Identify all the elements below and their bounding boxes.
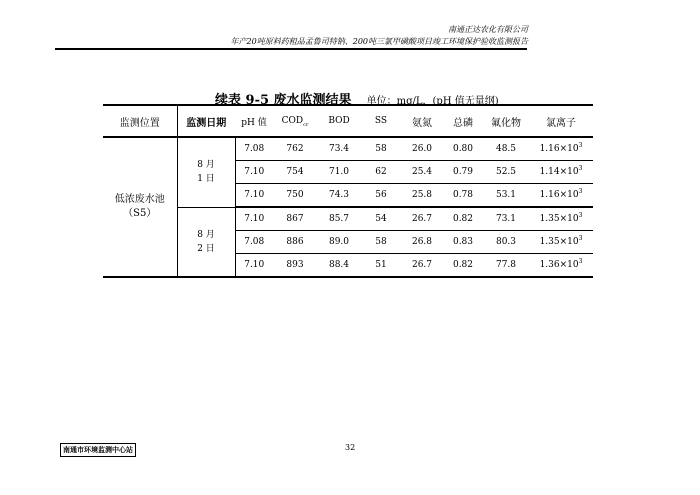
cell-ph: 7.10 bbox=[235, 207, 273, 231]
cell-ss: 54 bbox=[361, 207, 401, 231]
cell-cod: 762 bbox=[273, 137, 317, 161]
cell-chloride bbox=[529, 207, 593, 231]
cell-fluoride: 77.8 bbox=[483, 254, 529, 278]
chloride-base: 1.16×10 bbox=[539, 144, 579, 154]
date-month: 8 月 bbox=[197, 229, 215, 240]
table-unit: 单位：mg/L，(pH 值无量纲) bbox=[366, 96, 499, 107]
cell-tp: 0.82 bbox=[443, 254, 483, 278]
chloride-base: 1.14×10 bbox=[539, 167, 579, 177]
cell-ph: 7.08 bbox=[235, 231, 273, 254]
cell-ph: 7.10 bbox=[235, 161, 273, 184]
cell-tp: 0.82 bbox=[443, 207, 483, 231]
cell-fluoride: 48.5 bbox=[483, 137, 529, 161]
cell-ss: 58 bbox=[361, 137, 401, 161]
col-header-ammonia: 氨氮 bbox=[401, 105, 443, 137]
cell-cod: 886 bbox=[273, 231, 317, 254]
cell-fluoride: 53.1 bbox=[483, 184, 529, 208]
col-header-ss: SS bbox=[361, 105, 401, 137]
cell-cod: 867 bbox=[273, 207, 317, 231]
cell-ph: 7.10 bbox=[235, 254, 273, 278]
cell-tp: 0.78 bbox=[443, 184, 483, 208]
col-header-location: 监测位置 bbox=[103, 105, 177, 137]
cell-tp: 0.79 bbox=[443, 161, 483, 184]
chloride-exponent: 3 bbox=[578, 142, 583, 149]
cod-subscript: cr bbox=[303, 121, 309, 128]
cell-fluoride: 73.1 bbox=[483, 207, 529, 231]
date-day: 1 日 bbox=[197, 174, 215, 185]
chloride-exponent: 3 bbox=[578, 165, 583, 172]
col-header-cod bbox=[273, 105, 317, 137]
header-company: 南通正达农化有限公司 bbox=[448, 25, 528, 34]
location-cell bbox=[103, 137, 177, 277]
chloride-exponent: 3 bbox=[578, 258, 583, 265]
cell-bod: 85.7 bbox=[317, 207, 361, 231]
chloride-base: 1.35×10 bbox=[539, 214, 579, 224]
cell-bod: 73.4 bbox=[317, 137, 361, 161]
cell-bod: 74.3 bbox=[317, 184, 361, 208]
cod-label: COD bbox=[281, 116, 304, 126]
cell-ammonia: 26.7 bbox=[401, 254, 443, 278]
cell-ph: 7.08 bbox=[235, 137, 273, 161]
date-day: 2 日 bbox=[197, 243, 215, 254]
cell-ss: 58 bbox=[361, 231, 401, 254]
cell-bod: 88.4 bbox=[317, 254, 361, 278]
cell-ammonia: 26.7 bbox=[401, 207, 443, 231]
footer-organization: 南通市环境监测中心站 bbox=[60, 443, 136, 457]
cell-chloride bbox=[529, 184, 593, 208]
cell-ammonia: 26.8 bbox=[401, 231, 443, 254]
chloride-exponent: 3 bbox=[578, 235, 583, 242]
date-cell-day1 bbox=[177, 137, 235, 207]
cell-fluoride: 80.3 bbox=[483, 231, 529, 254]
location-name: 低浓废水池 bbox=[114, 194, 165, 205]
page-number: 32 bbox=[345, 443, 356, 452]
chloride-exponent: 3 bbox=[578, 212, 583, 219]
date-cell-day2 bbox=[177, 207, 235, 277]
cell-ammonia: 25.4 bbox=[401, 161, 443, 184]
cell-cod: 750 bbox=[273, 184, 317, 208]
cell-bod: 89.0 bbox=[317, 231, 361, 254]
chloride-base: 1.16×10 bbox=[539, 190, 579, 200]
col-header-bod: BOD bbox=[317, 105, 361, 137]
cell-ammonia: 26.0 bbox=[401, 137, 443, 161]
col-header-fluoride: 氟化物 bbox=[483, 105, 529, 137]
wastewater-results-table bbox=[103, 104, 593, 278]
cell-chloride bbox=[529, 254, 593, 278]
cell-chloride bbox=[529, 231, 593, 254]
col-header-date: 监测日期 bbox=[177, 105, 235, 137]
cell-cod: 754 bbox=[273, 161, 317, 184]
table-title: 续表 9-5 废水监测结果 bbox=[215, 93, 352, 108]
cell-tp: 0.83 bbox=[443, 231, 483, 254]
date-month: 8 月 bbox=[197, 160, 215, 171]
header-project-title: 年产20吨原料药粗品孟鲁司特钠、200吨三氯甲磺酸项目竣工环境保护验收监测报告 bbox=[230, 37, 528, 46]
cell-ammonia: 25.8 bbox=[401, 184, 443, 208]
cell-ss: 51 bbox=[361, 254, 401, 278]
cell-chloride bbox=[529, 137, 593, 161]
col-header-total-phosphorus: 总磷 bbox=[443, 105, 483, 137]
col-header-ph: pH 值 bbox=[235, 105, 273, 137]
cell-tp: 0.80 bbox=[443, 137, 483, 161]
chloride-base: 1.35×10 bbox=[539, 237, 579, 247]
cell-ph: 7.10 bbox=[235, 184, 273, 208]
chloride-exponent: 3 bbox=[578, 188, 583, 195]
cell-fluoride: 52.5 bbox=[483, 161, 529, 184]
chloride-base: 1.36×10 bbox=[539, 260, 579, 270]
cell-ss: 56 bbox=[361, 184, 401, 208]
table-row bbox=[103, 137, 593, 161]
table-row bbox=[103, 207, 593, 231]
location-code: （S5） bbox=[123, 208, 157, 219]
header-rule bbox=[55, 48, 527, 50]
cell-bod: 71.0 bbox=[317, 161, 361, 184]
col-header-chloride: 氯离子 bbox=[529, 105, 593, 137]
table-header-row bbox=[103, 105, 593, 137]
cell-chloride bbox=[529, 161, 593, 184]
cell-ss: 62 bbox=[361, 161, 401, 184]
cell-cod: 893 bbox=[273, 254, 317, 278]
